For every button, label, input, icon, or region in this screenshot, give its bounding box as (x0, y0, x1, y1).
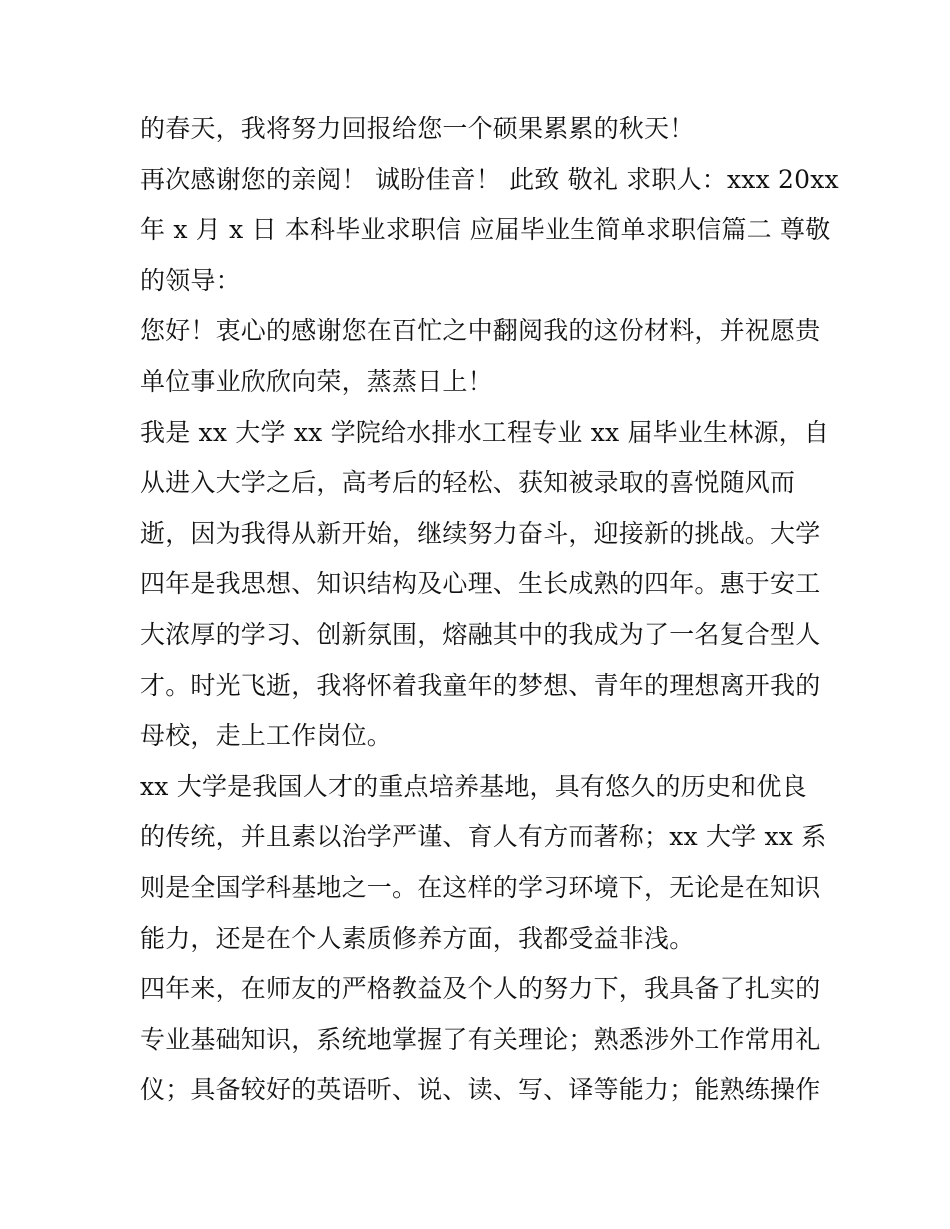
text-line: 大浓厚的学习、创新氛围，熔融其中的我成为了一名复合型人 (140, 619, 821, 649)
text-line: 仪；具备较好的英语听、说、读、写、译等能力；能熟练操作 (140, 1075, 821, 1105)
text-line: 则是全国学科基地之一。在这样的学习环境下，无论是在知识 (140, 872, 821, 902)
text-line: 的春天，我将努力回报给您一个硕果累累的秋天！ (140, 114, 695, 143)
text-line: 年 x 月 x 日 本科毕业求职信 应届毕业生简单求职信篇二 尊敬 (140, 215, 831, 245)
text-line: xx 大学是我国人才的重点培养基地，具有悠久的历史和优良 (140, 771, 807, 801)
text-line: 逝，因为我得从新开始，继续努力奋斗，迎接新的挑战。大学 (140, 518, 821, 548)
text-line: 的传统，并且素以治学严谨、育人有方而著称；xx 大学 xx 系 (140, 822, 827, 852)
text-line: 能力，还是在个人素质修养方面，我都受益非浅。 (140, 923, 695, 953)
text-line: 从进入大学之后，高考后的轻松、获知被录取的喜悦随风而 (140, 468, 796, 498)
letter-body (140, 104, 839, 1116)
text-line: 四年来，在师友的严格教益及个人的努力下，我具备了扎实的 (140, 974, 821, 1004)
text-line: 的领导： (140, 265, 241, 295)
text-line: 您好！衷心的感谢您在百忙之中翻阅我的这份材料，并祝愿贵 (140, 316, 821, 346)
text-line: 单位事业欣欣向荣，蒸蒸日上！ (140, 366, 493, 396)
text-line: 四年是我思想、知识结构及心理、生长成熟的四年。惠于安工 (140, 569, 821, 599)
text-line: 才。时光飞逝，我将怀着我童年的梦想、青年的理想离开我的 (140, 670, 821, 700)
text-line: 专业基础知识，系统地掌握了有关理论；熟悉涉外工作常用礼 (140, 1024, 821, 1054)
text-line: 母校，走上工作岗位。 (140, 721, 393, 751)
text-line: 再次感谢您的亲阅！ 诚盼佳音！ 此致 敬礼 求职人：xxx 20xx (140, 164, 839, 194)
text-line: 我是 xx 大学 xx 学院给水排水工程专业 xx 届毕业生林源，自 (140, 417, 830, 447)
